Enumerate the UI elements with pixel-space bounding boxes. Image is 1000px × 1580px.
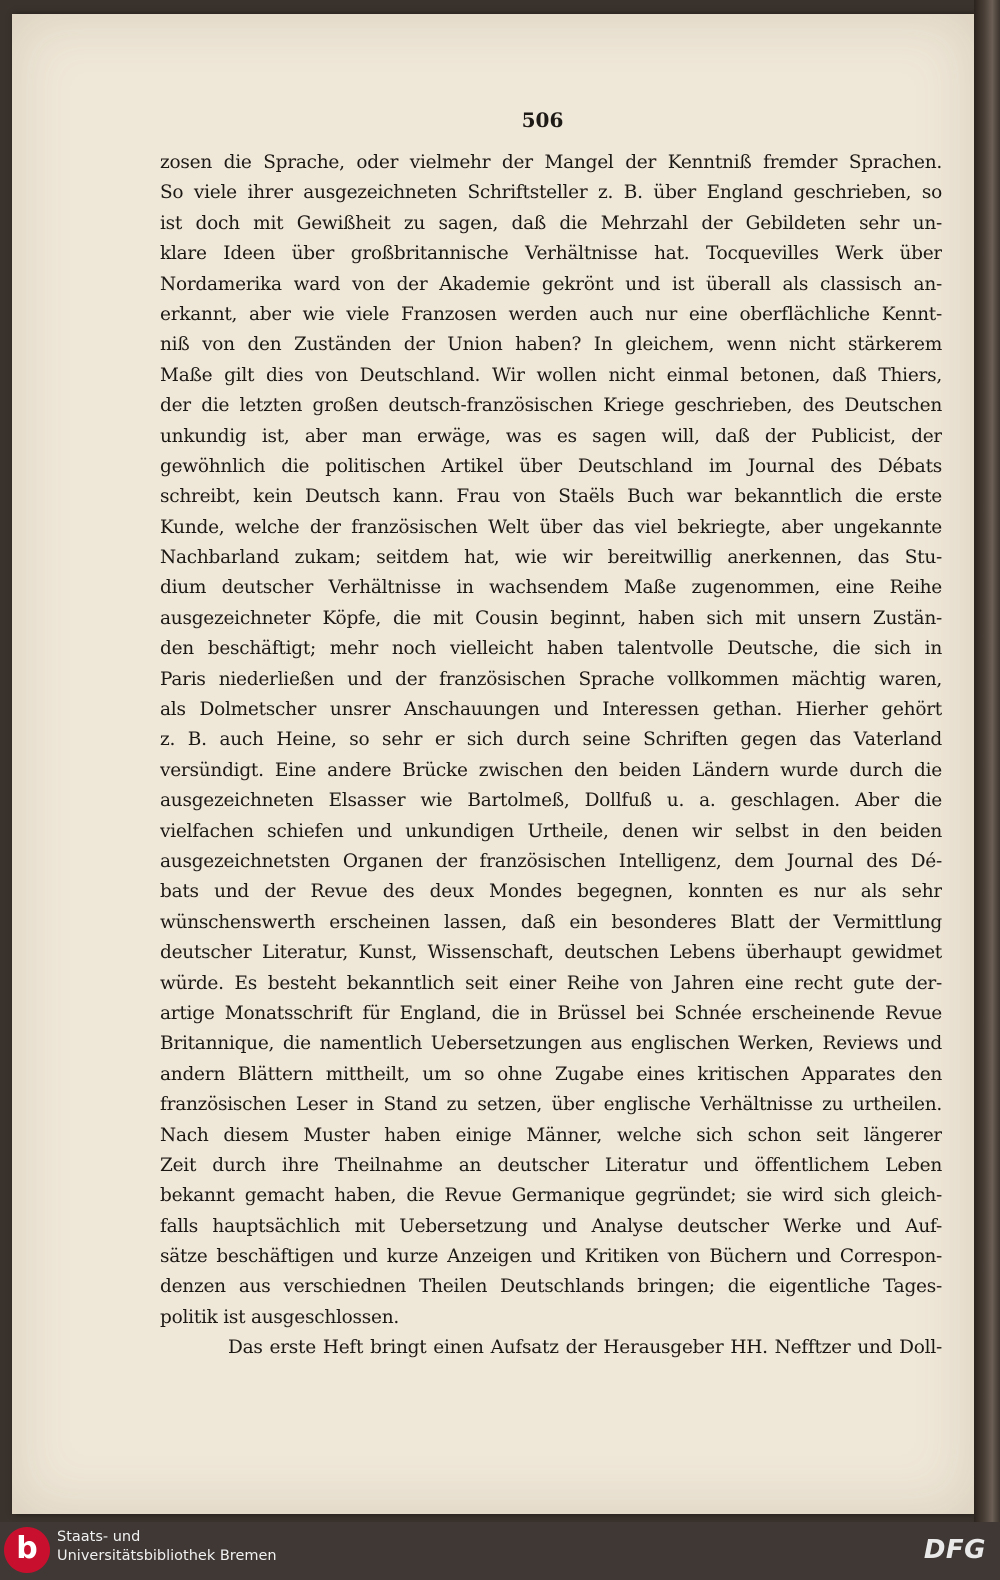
text-line: erkannt, aber wie viele Franzosen werden auch nur eine oberflächliche Kennt- [160,303,942,325]
text-line: bats und der Revue des deux Mondes begegnen, konnten es nur als sehr [160,881,942,903]
text-line: dium deutscher Verhältnisse in wachsendem Maße zugenommen, eine Reihe [160,577,942,599]
text-line: Nachbarland zukam; seitdem hat, wie wir bereitwillig anerkennen, das Stu- [160,547,942,569]
library-name-line-2: Universitätsbibliothek Bremen [57,1548,277,1564]
text-line: vielfachen schiefen und unkundigen Urtheile, denen wir selbst in den beiden [160,820,942,842]
text-line: zosen die Sprache, oder vielmehr der Mangel der Kenntniß fremder Sprachen. [160,152,942,173]
body-text [160,148,942,1364]
text-line: Paris niederließen und der französischen Sprache vollkommen mächtig waren, [160,668,942,690]
page-number: 506 [521,108,564,132]
text-line: ist doch mit Gewißheit zu sagen, daß die Mehrzahl der Gebildeten sehr un- [160,212,942,234]
text-line: artige Monatsschrift für England, die in Brüssel bei Schnée erscheinende Revue [160,1002,942,1024]
text-line: französischen Leser in Stand zu setzen, über englische Verhältnisse zu urtheilen. [160,1094,942,1116]
dfg-logo-icon[interactable]: DFG [923,1535,986,1565]
viewer-footer [0,1522,1000,1580]
text-line: ausgezeichnetsten Organen der französischen Intelligenz, dem Journal des Dé- [160,850,942,872]
text-line: schreibt, kein Deutsch kann. Frau von Staëls Buch war bekanntlich die erste [160,486,942,508]
text-line: Das erste Heft bringt einen Aufsatz der Herausgeber HH. Nefftzer und Doll- [228,1337,942,1359]
text-line: ausgezeichneten Elsasser wie Bartolmeß, Dollfuß u. a. geschlagen. Aber die [160,790,942,812]
text-line: klare Ideen über großbritannische Verhältnisse hat. Tocquevilles Werk über [160,243,942,265]
text-line: So viele ihrer ausgezeichneten Schriftsteller z. B. über England geschrieben, so [160,182,942,204]
text-line: würde. Es besteht bekanntlich seit einer Reihe von Jahren eine recht gute der- [160,972,942,994]
text-line: niß von den Zuständen der Union haben? In gleichem, wenn nicht stärkerem [160,334,942,356]
text-line: Nach diesem Muster haben einige Männer, welche sich schon seit längerer [160,1124,942,1146]
text-line: z. B. auch Heine, so sehr er sich durch seine Schriften gegen das Vaterland [160,729,942,751]
text-line: unkundig ist, aber man erwäge, was es sagen will, daß der Publicist, der [160,425,942,447]
text-line: Britannique, die namentlich Uebersetzungen aus englischen Werken, Reviews und [160,1033,942,1055]
text-line: der die letzten großen deutsch-französischen Kriege geschrieben, des Deutschen [160,395,942,417]
text-line: wünschenswerth erscheinen lassen, daß ein besonderes Blatt der Vermittlung [160,911,942,933]
page-edge [974,0,1000,1522]
text-line: andern Blättern mittheilt, um so ohne Zugabe eines kritischen Apparates den [160,1063,942,1085]
text-line: gewöhnlich die politischen Artikel über Deutschland im Journal des Débats [160,455,942,477]
text-line: falls hauptsächlich mit Uebersetzung und Analyse deutscher Werke und Auf- [160,1215,942,1237]
library-name[interactable] [57,1528,277,1566]
text-line: als Dolmetscher unsrer Anschauungen und Interessen gethan. Hierher gehört [160,699,942,721]
library-name-line-1: Staats- und [57,1529,141,1545]
text-line: Zeit durch ihre Theilnahme an deutscher Literatur und öffentlichem Leben [160,1154,942,1176]
text-line: den beschäftigt; mehr noch vielleicht haben talentvolle Deutsche, die sich in [160,638,942,660]
library-logo-icon[interactable]: b [4,1527,50,1573]
text-line: versündigt. Eine andere Brücke zwischen den beiden Ländern wurde durch die [160,759,942,781]
text-line: Kunde, welche der französischen Welt über das viel bekriegte, aber ungekannte [160,516,942,538]
text-line: sätze beschäftigen und kurze Anzeigen und Kritiken von Büchern und Correspon- [160,1246,942,1268]
text-line: politik ist ausgeschlossen. [160,1306,400,1328]
text-line: Maße gilt dies von Deutschland. Wir wollen nicht einmal betonen, daß Thiers, [160,364,942,386]
text-line: bekannt gemacht haben, die Revue Germanique gegründet; sie wird sich gleich- [160,1185,942,1207]
text-line: denzen aus verschiednen Theilen Deutschlands bringen; die eigentliche Tages- [160,1276,942,1298]
text-line: deutscher Literatur, Kunst, Wissenschaft, deutschen Lebens überhaupt gewidmet [160,942,942,964]
text-line: ausgezeichneter Köpfe, die mit Cousin beginnt, haben sich mit unsern Zustän- [160,607,942,629]
text-line: Nordamerika ward von der Akademie gekrönt und ist überall als classisch an- [160,273,942,295]
